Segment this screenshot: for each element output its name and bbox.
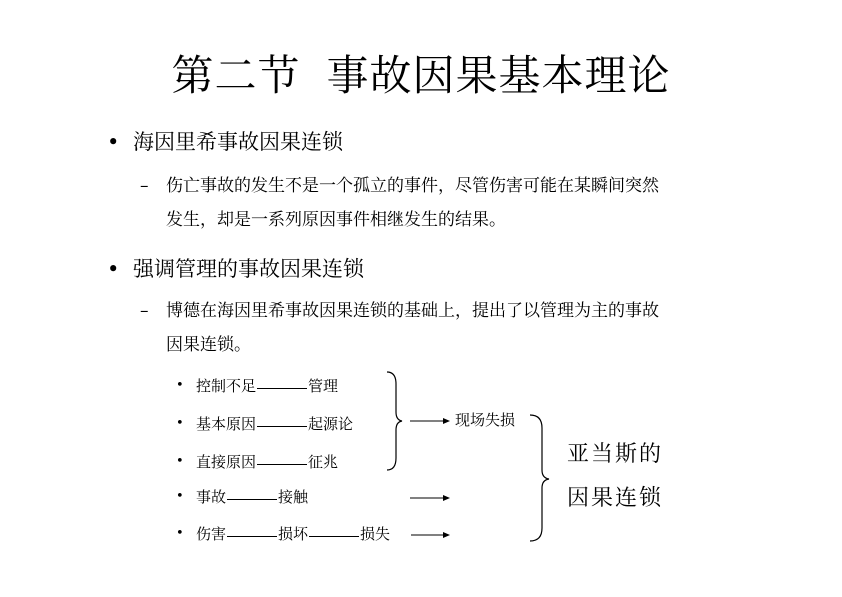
sub-line-2: 发生，却是一系列原因事件相继发生的结果。 (166, 210, 506, 230)
sub-line-1: 博德在海因里希事故因果连锁的基础上，提出了以管理为主的事故 (166, 301, 659, 321)
bullet-dot: • (107, 257, 120, 281)
title-section: 第二节 (171, 51, 301, 100)
chain-item: • 控制不足 管理 (176, 377, 339, 395)
bullet-label: 海因里希事故因果连锁 (133, 130, 343, 154)
bullet-dot: • (107, 130, 120, 154)
chain-item: • 直接原因 征兆 (176, 453, 339, 471)
conclusion-line-1: 亚当斯的 (567, 442, 664, 467)
bullet-label: 强调管理的事故因果连锁 (133, 257, 364, 281)
chain-item: • 基本原因 起源论 (176, 415, 354, 433)
sub-line-1: 伤亡事故的发生不是一个孤立的事件，尽管伤害可能在某瞬间突然 (166, 176, 659, 196)
arrowhead-icon (443, 418, 450, 424)
arrowhead-icon (443, 532, 450, 538)
arrowhead-icon (443, 495, 450, 501)
dash-marker: – (140, 301, 149, 321)
brace-icon (530, 415, 549, 541)
conclusion-line-2: 因果连锁 (567, 486, 664, 511)
brace-icon (387, 372, 402, 470)
chain-item: • 事故 接触 (176, 488, 309, 506)
dash-marker: – (140, 176, 149, 196)
title-topic: 事故因果基本理论 (326, 51, 671, 100)
sub-line-2: 因果连锁。 (166, 335, 251, 355)
group-target: 现场失损 (455, 411, 516, 429)
chain-item: • 伤害 损坏 损失 (176, 525, 391, 543)
